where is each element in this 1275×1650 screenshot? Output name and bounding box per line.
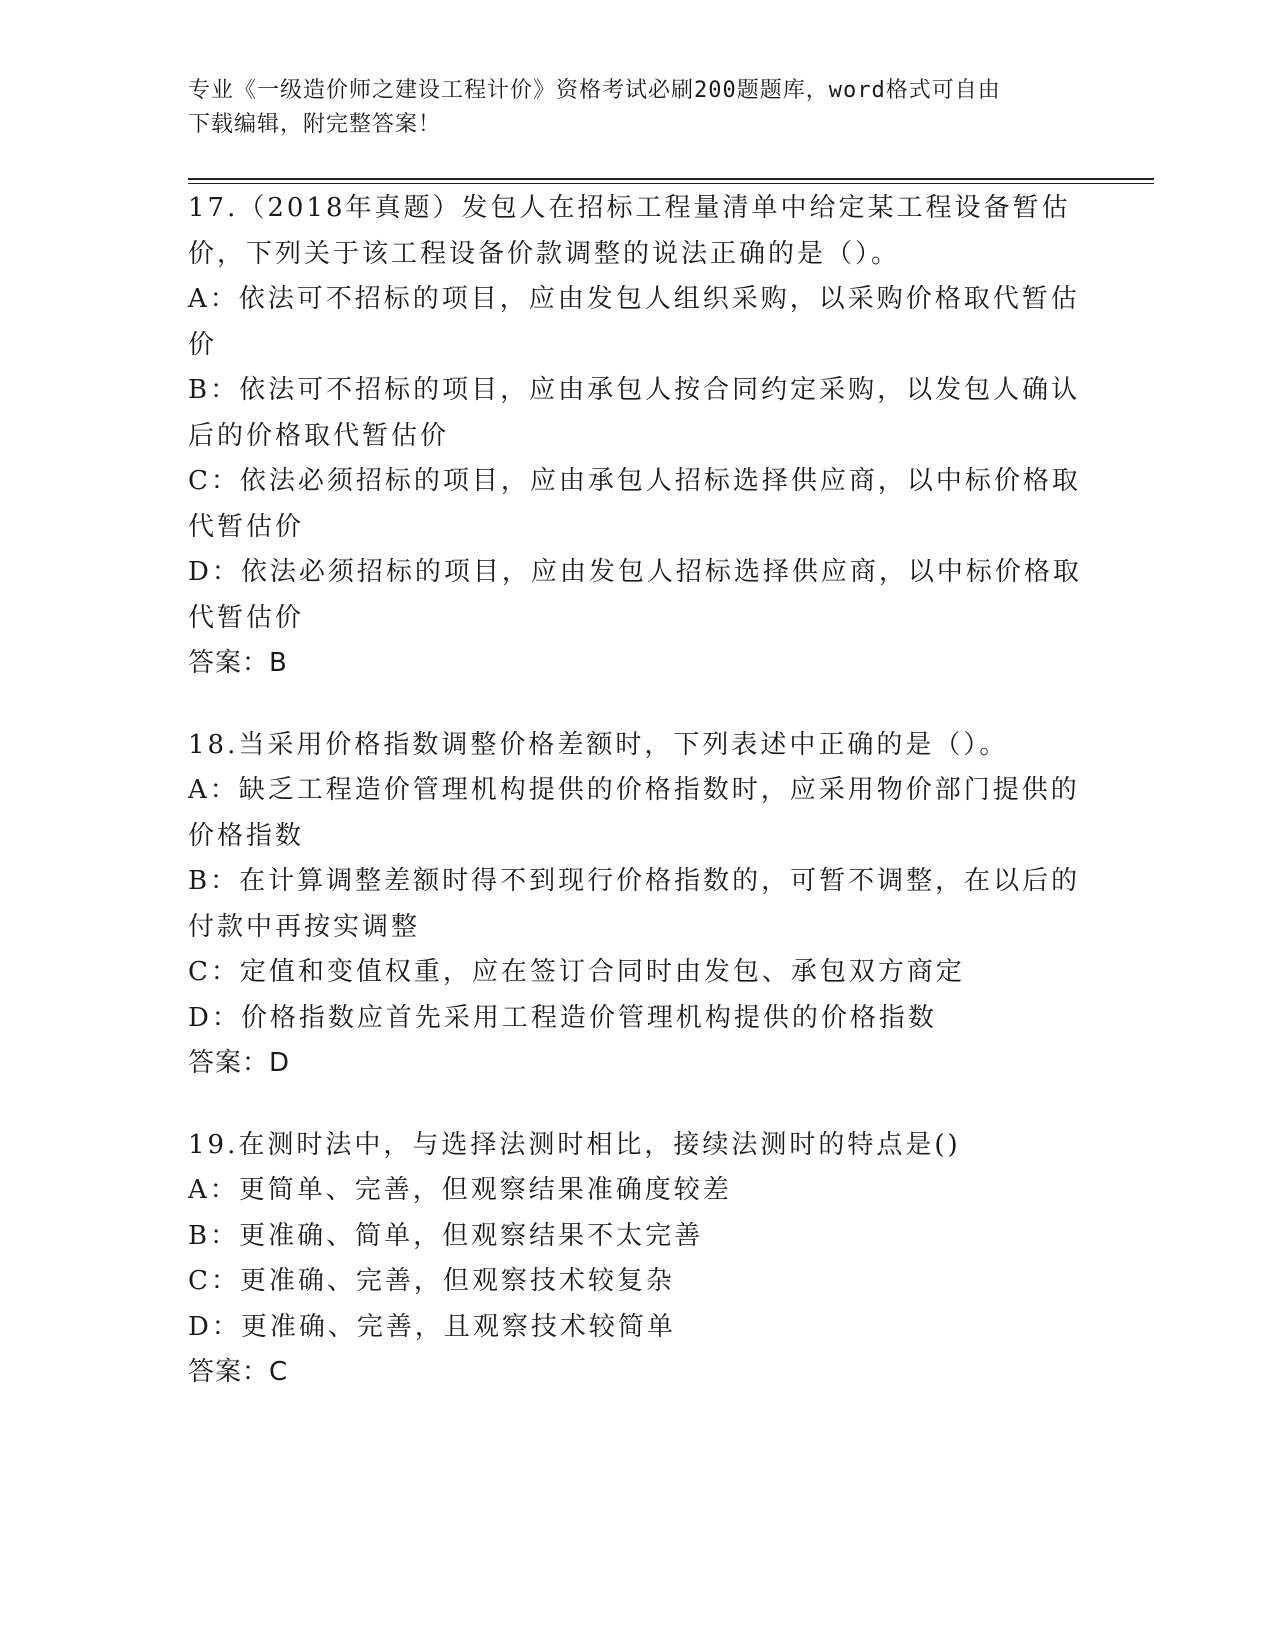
option-d: D：价格指数应首先采用工程造价管理机构提供的价格指数 <box>188 1002 937 1033</box>
question-stem: 17.（2018年真题）发包人在招标工程量清单中给定某工程设备暂估价，下列关于该工程设备价款调整的说法正确的是（）。 <box>188 193 1071 269</box>
option-c: C：依法必须招标的项目，应由承包人招标选择供应商，以中标价格取代暂估价 <box>188 466 1081 542</box>
option-d: D：更准确、完善，且观察技术较简单 <box>188 1311 676 1342</box>
header-rule-thin <box>188 183 1154 184</box>
question-18 <box>188 723 1088 1087</box>
answer: 答案：C <box>188 1357 289 1387</box>
question-stem: 19.在测时法中，与选择法测时相比，接续法测时的特点是() <box>188 1129 961 1160</box>
option-d: D：依法必须招标的项目，应由发包人招标选择供应商，以中标价格取代暂估价 <box>188 557 1082 633</box>
option-a: A：缺乏工程造价管理机构提供的价格指数时，应采用物价部门提供的价格指数 <box>188 775 1080 851</box>
question-stem: 18.当采用价格指数调整价格差额时，下列表述中正确的是（）。 <box>188 729 1009 760</box>
answer: 答案：D <box>188 1048 291 1078</box>
header-rule-thick <box>188 178 1154 180</box>
option-b: B：在计算调整差额时得不到现行价格指数的，可暂不调整，在以后的付款中再按实调整 <box>188 866 1081 942</box>
question-19 <box>188 1123 1088 1396</box>
answer: 答案：B <box>188 648 288 678</box>
header-line-2: 下载编辑，附完整答案！ <box>188 112 442 137</box>
question-list <box>188 186 1088 1432</box>
header-line-1: 专业《一级造价师之建设工程计价》资格考试必刷200题题库，word格式可自由 <box>188 78 1001 103</box>
option-a: A：依法可不招标的项目，应由发包人组织采购，以采购价格取代暂估价 <box>188 284 1080 360</box>
question-17 <box>188 186 1088 687</box>
option-c: C：定值和变值权重，应在签订合同时由发包、承包双方商定 <box>188 957 965 987</box>
option-b: B：更准确、简单，但观察结果不太完善 <box>188 1220 704 1251</box>
option-a: A：更简单、完善，但观察结果准确度较差 <box>188 1175 732 1205</box>
option-b: B：依法可不招标的项目，应由承包人按合同约定采购，以发包人确认后的价格取代暂估价 <box>188 375 1081 451</box>
option-c: C：更准确、完善，但观察技术较复杂 <box>188 1266 675 1296</box>
document-header <box>188 74 1068 142</box>
